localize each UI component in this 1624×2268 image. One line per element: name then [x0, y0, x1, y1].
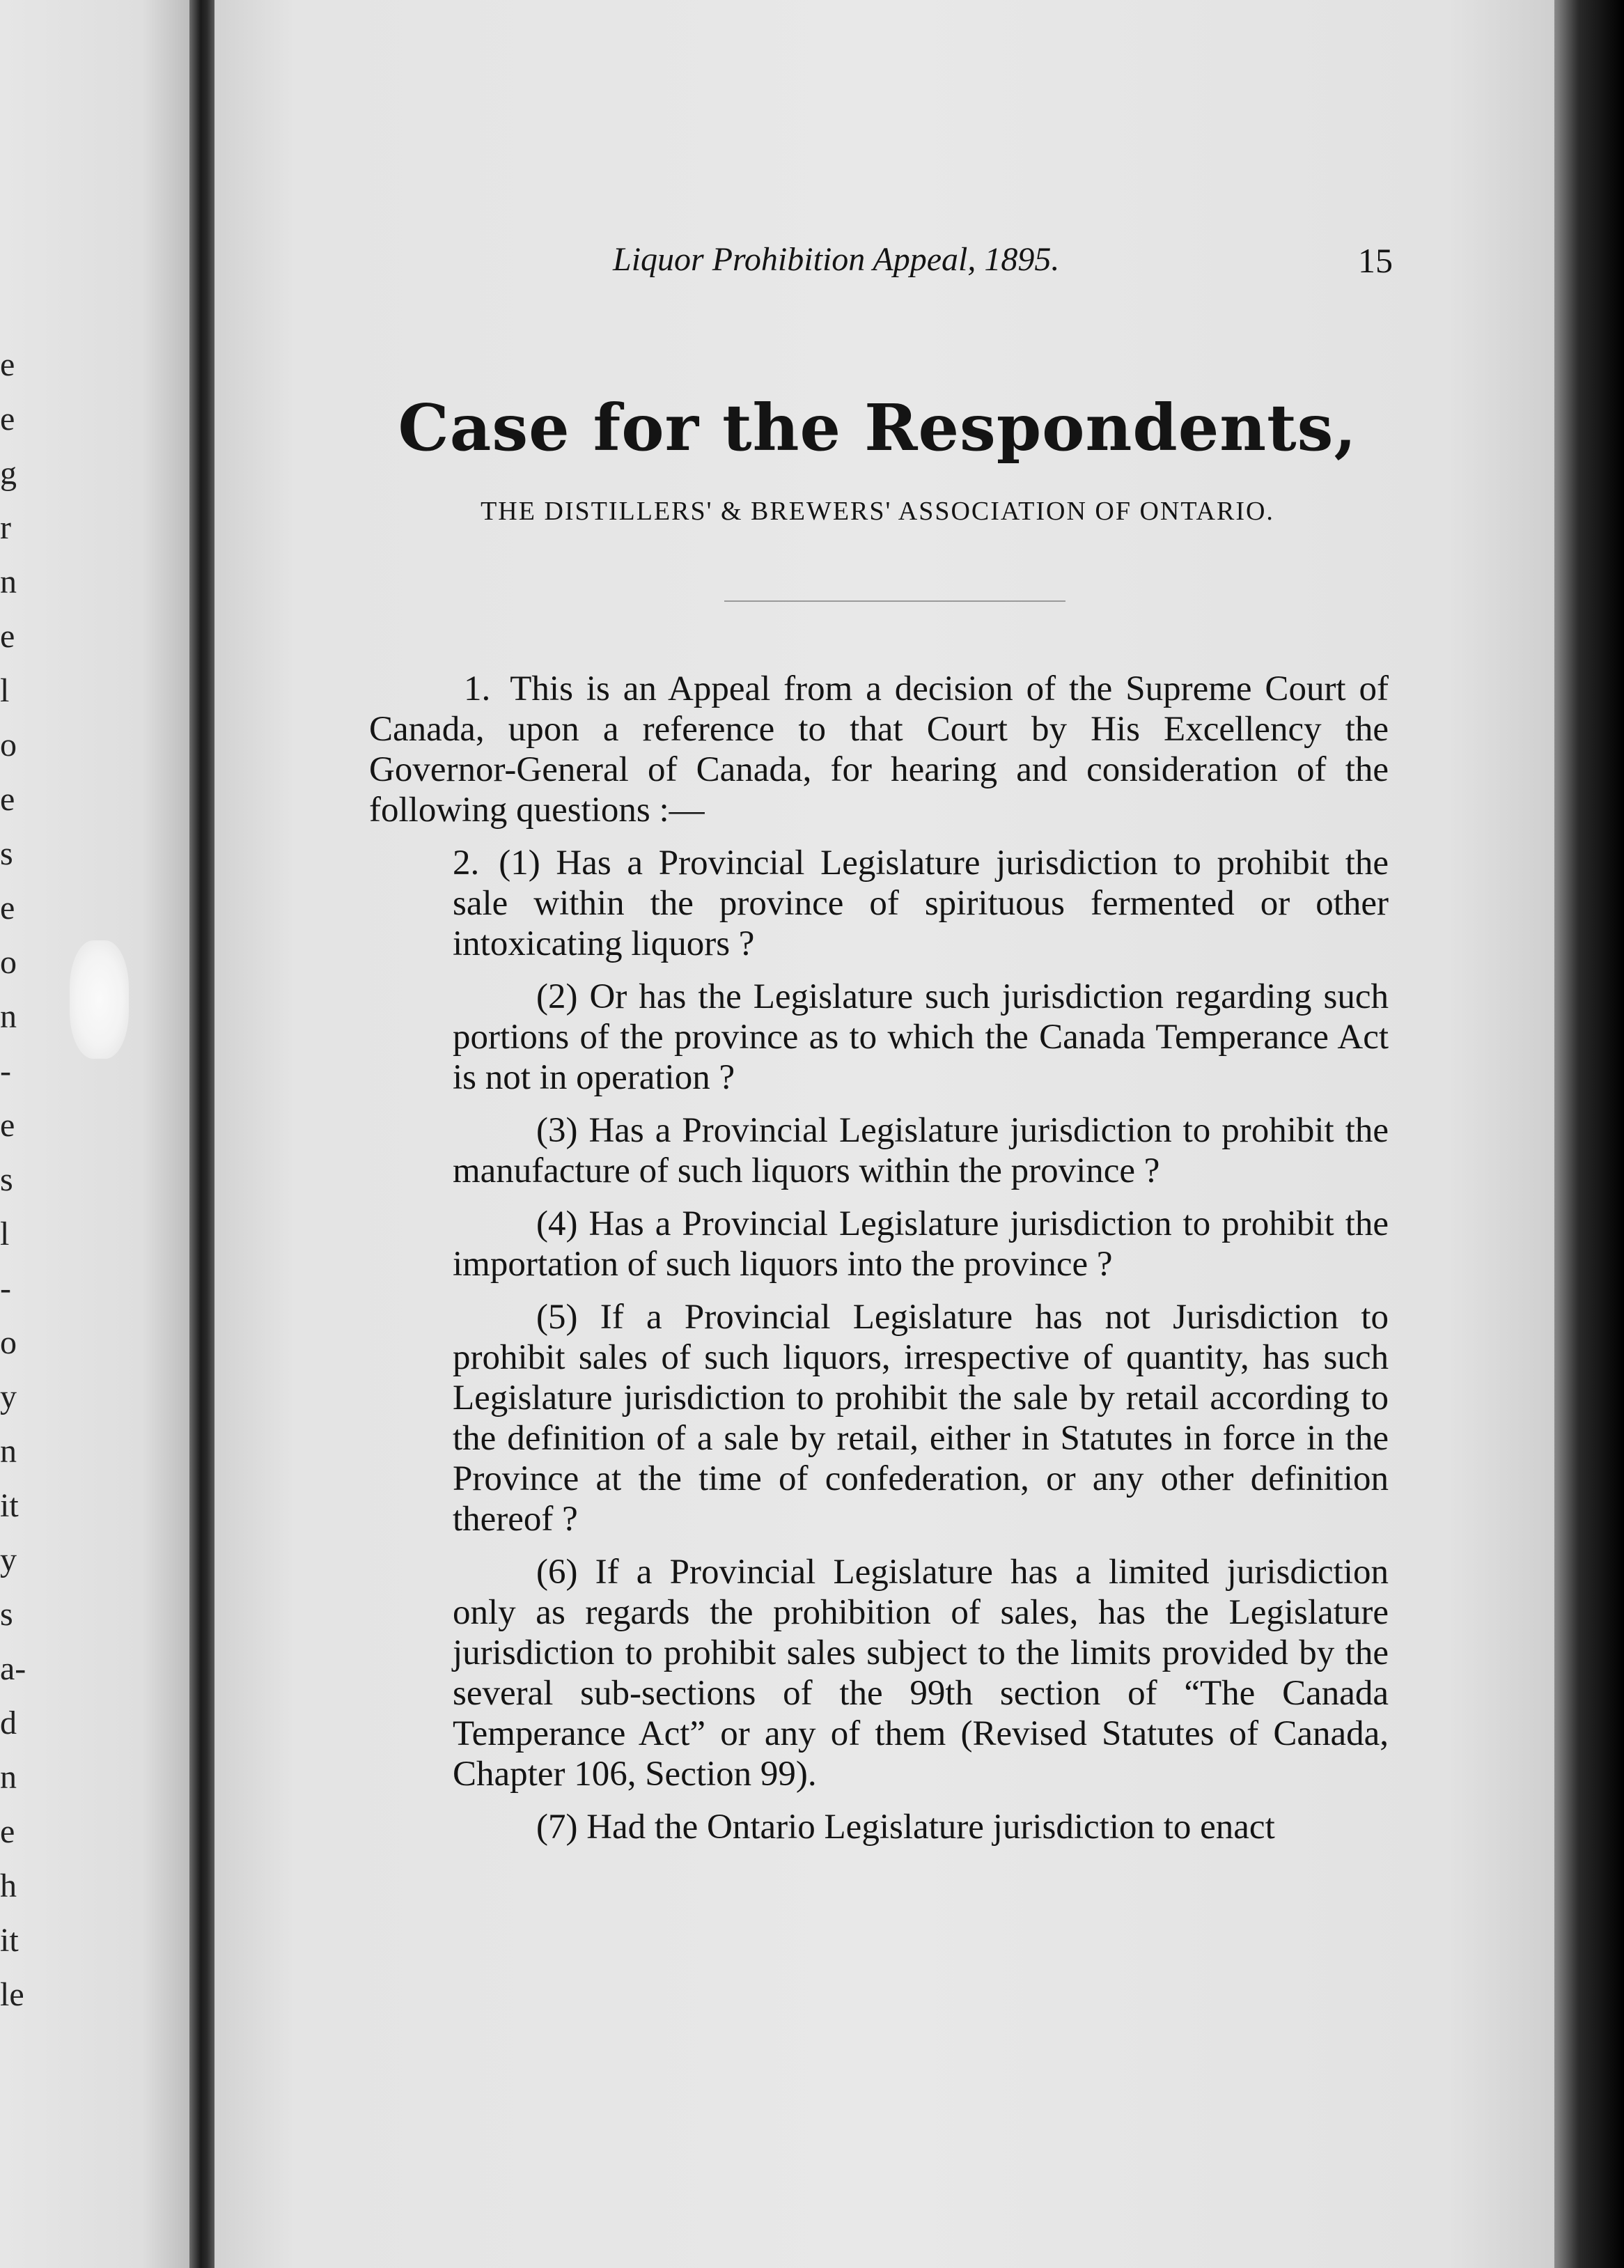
left-edge-letter: e	[0, 890, 15, 926]
left-edge-letter: e	[0, 401, 15, 437]
page-title: Case for the Respondents,	[398, 390, 1357, 465]
question-2	[453, 977, 1389, 1098]
question-text: If a Provincial Legislature has not Jurisdiction to prohibit sales of such liquors, irrespective of quantity, has such Legislature jurisdiction to prohibit the sale by retail according to the definition of a sale by retail, either in Statutes in force in the Province at the time of confederation, or any other definition thereof ?	[453, 1298, 1389, 1539]
question-text: Has a Provincial Legislature jurisdiction to prohibit the sale within the province of spirituous fermented or other intoxicating liquors ?	[453, 844, 1389, 963]
question-4	[453, 1204, 1389, 1284]
question-text: Has a Provincial Legislature jurisdiction to prohibit the importation of such liquors into the province ?	[453, 1204, 1389, 1284]
paragraph-number: 2.	[453, 844, 480, 883]
left-edge-letter: y	[0, 1541, 17, 1578]
page-number: 15	[1358, 241, 1393, 280]
paper-stain	[70, 940, 129, 1059]
left-edge-letter: h	[0, 1867, 17, 1904]
left-edge-letter: e	[0, 346, 15, 383]
left-edge-letter: e	[0, 1107, 15, 1144]
question-label: (2)	[536, 977, 578, 1016]
title-divider	[724, 600, 1065, 602]
paragraph-number: 1.	[464, 669, 491, 708]
left-edge-letter: g	[0, 455, 17, 492]
question-text: Had the Ontario Legislature jurisdiction to enact	[586, 1808, 1275, 1847]
question-text: Or has the Legislature such jurisdiction regarding such portions of the province as to which the Canada Temperance Act is not in operation ?	[453, 977, 1389, 1097]
left-edge-letter: it	[0, 1487, 19, 1524]
paragraph-text: This is an Appeal from a decision of the Supreme Court of Canada, upon a reference to that Court by His Excellency the Governor-General of Canada, for hearing and consideration of the following questions :—	[369, 669, 1389, 830]
question-label: (4)	[536, 1204, 578, 1243]
left-edge-letter: it	[0, 1922, 19, 1959]
left-edge-letter: e	[0, 781, 15, 818]
question-5	[453, 1297, 1389, 1539]
running-title: Liquor Prohibition Appeal, 1895.	[613, 241, 1060, 278]
left-edge-letter: d	[0, 1704, 17, 1741]
left-edge-letter: n	[0, 1433, 17, 1470]
left-edge-letter: o	[0, 944, 17, 981]
question-label: (5)	[536, 1298, 578, 1337]
left-edge-letter: o	[0, 1324, 17, 1361]
left-edge-letter: -	[0, 1053, 11, 1089]
intro-paragraph	[369, 669, 1389, 830]
left-edge-letter: y	[0, 1378, 17, 1415]
left-edge-letter: le	[0, 1976, 24, 2013]
question-1	[453, 843, 1389, 964]
book-gutter	[189, 0, 214, 2268]
left-edge-letter: a-	[0, 1650, 26, 1687]
left-edge-letter: -	[0, 1270, 11, 1307]
left-edge-letter: n	[0, 1759, 17, 1796]
left-edge-letter: l	[0, 1215, 10, 1252]
question-label: (6)	[536, 1553, 578, 1592]
left-edge-letter: l	[0, 672, 10, 709]
left-edge-letter: n	[0, 998, 17, 1035]
question-text: If a Provincial Legislature has a limited jurisdiction only as regards the prohibition of sales, has the Legislature jurisdiction to prohibit sales subject to the limits provided by the several sub-sections of the 99th section of “The Canada Temperance Act” or any of them (Revised Statutes of Canada, Chapter 106, Section 99).	[453, 1553, 1389, 1794]
question-3	[453, 1110, 1389, 1191]
left-edge-letter: n	[0, 564, 17, 600]
left-edge-letter: s	[0, 1596, 13, 1633]
question-label: (7)	[536, 1808, 578, 1847]
question-label: (1)	[499, 844, 540, 883]
left-edge-letter: e	[0, 618, 15, 655]
document-body	[369, 669, 1389, 1860]
left-edge-letter: s	[0, 1161, 13, 1198]
question-label: (3)	[536, 1111, 578, 1150]
running-header	[362, 240, 1393, 289]
left-page-edge-letters	[0, 0, 189, 2268]
question-7	[453, 1807, 1389, 1847]
left-edge-letter: o	[0, 727, 17, 763]
page-subtitle: THE DISTILLERS' & BREWERS' ASSOCIATION OF ONTARIO.	[481, 497, 1274, 526]
left-edge-letter: s	[0, 835, 13, 872]
left-edge-letter: r	[0, 509, 11, 546]
left-edge-letter: e	[0, 1813, 15, 1850]
right-page-edge	[1554, 0, 1624, 2268]
question-text: Has a Provincial Legislature jurisdiction to prohibit the manufacture of such liquors within the province ?	[453, 1111, 1389, 1190]
question-6	[453, 1552, 1389, 1794]
